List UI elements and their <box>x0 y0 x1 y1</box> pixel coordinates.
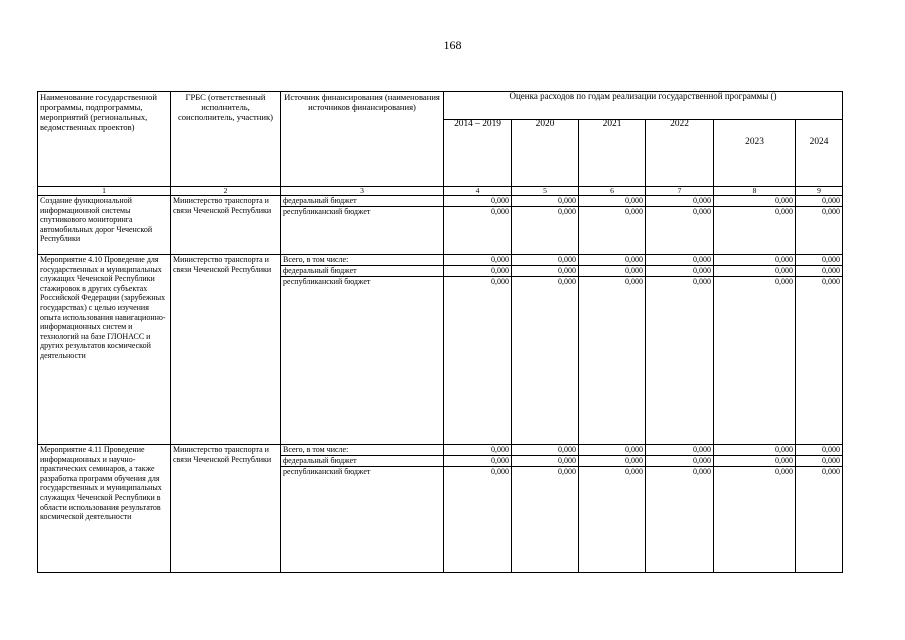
header-year: 2014 – 2019 <box>444 120 512 187</box>
program-item-grbs: Министерство транспорта и связи Чеченской Республики <box>171 255 281 445</box>
header-year: 2021 <box>579 120 646 187</box>
header-program-name: Наименование государственной программы, подпрограммы, мероприятий (региональных, ведомственных проектов) <box>38 92 171 187</box>
value-cell: 0,000 <box>512 467 579 573</box>
value-cell: 0,000 <box>444 207 512 255</box>
value-cell: 0,000 <box>646 255 714 266</box>
value-cell: 0,000 <box>796 255 843 266</box>
value-cell: 0,000 <box>579 277 646 445</box>
value-cell: 0,000 <box>512 277 579 445</box>
funding-source-label: республиканский бюджет <box>281 277 444 445</box>
funding-source-label: республиканский бюджет <box>281 467 444 573</box>
value-cell: 0,000 <box>579 196 646 207</box>
header-year: 2023 <box>714 120 796 187</box>
column-number: 9 <box>796 187 843 196</box>
column-number: 2 <box>171 187 281 196</box>
program-item-grbs: Министерство транспорта и связи Чеченской Республики <box>171 196 281 255</box>
funding-source-label: федеральный бюджет <box>281 196 444 207</box>
value-cell: 0,000 <box>444 196 512 207</box>
column-number-row <box>38 187 843 196</box>
value-cell: 0,000 <box>579 207 646 255</box>
program-item-grbs: Министерство транспорта и связи Чеченской Республики <box>171 445 281 573</box>
value-cell: 0,000 <box>646 456 714 467</box>
value-cell: 0,000 <box>796 207 843 255</box>
value-cell: 0,000 <box>646 277 714 445</box>
value-cell: 0,000 <box>646 196 714 207</box>
value-cell: 0,000 <box>646 467 714 573</box>
value-cell: 0,000 <box>714 207 796 255</box>
value-cell: 0,000 <box>579 467 646 573</box>
header-grbs: ГРБС (ответственный исполнитель, соисполнитель, участник) <box>171 92 281 187</box>
value-cell: 0,000 <box>444 255 512 266</box>
program-item-name: Создание функциональной информационной системы спутникового мониторинга автомобильных дорог Чеченской Республики <box>38 196 171 255</box>
value-cell: 0,000 <box>579 456 646 467</box>
header-year: 2020 <box>512 120 579 187</box>
value-cell: 0,000 <box>646 266 714 277</box>
value-cell: 0,000 <box>796 445 843 456</box>
column-number: 1 <box>38 187 171 196</box>
value-cell: 0,000 <box>512 207 579 255</box>
page-number: 168 <box>443 38 462 52</box>
budget-table <box>37 91 843 573</box>
header-year: 2024 <box>796 120 843 187</box>
header-expense-estimate: Оценка расходов по годам реализации государственной программы () <box>444 92 843 120</box>
value-cell: 0,000 <box>796 196 843 207</box>
value-cell: 0,000 <box>714 456 796 467</box>
funding-source-label: федеральный бюджет <box>281 456 444 467</box>
column-number: 6 <box>579 187 646 196</box>
column-number: 5 <box>512 187 579 196</box>
value-cell: 0,000 <box>512 456 579 467</box>
value-cell: 0,000 <box>512 255 579 266</box>
column-number: 7 <box>646 187 714 196</box>
program-item-name: Мероприятие 4.10 Проведение для государственных и муниципальных служащих Чеченской Республики стажировок в других субъектах Российской Федерации (зарубежных государствах) с целью изучения опыта использования навигационно-информационных систем и технологий на базе ГЛОНАСС и других результатов космической деятельности <box>38 255 171 445</box>
funding-source-label: Всего, в том числе: <box>281 445 444 456</box>
value-cell: 0,000 <box>796 277 843 445</box>
value-cell: 0,000 <box>714 277 796 445</box>
value-cell: 0,000 <box>579 445 646 456</box>
value-cell: 0,000 <box>579 255 646 266</box>
value-cell: 0,000 <box>512 196 579 207</box>
value-cell: 0,000 <box>714 445 796 456</box>
value-cell: 0,000 <box>444 456 512 467</box>
value-cell: 0,000 <box>796 456 843 467</box>
table-row <box>38 196 843 207</box>
value-cell: 0,000 <box>796 266 843 277</box>
value-cell: 0,000 <box>512 266 579 277</box>
column-number: 8 <box>714 187 796 196</box>
value-cell: 0,000 <box>444 445 512 456</box>
table-row <box>38 255 843 266</box>
value-cell: 0,000 <box>444 277 512 445</box>
header-funding-source: Источник финансирования (наименования источников финансирования) <box>281 92 444 187</box>
value-cell: 0,000 <box>714 196 796 207</box>
value-cell: 0,000 <box>714 467 796 573</box>
value-cell: 0,000 <box>444 266 512 277</box>
column-number: 3 <box>281 187 444 196</box>
funding-source-label: республиканский бюджет <box>281 207 444 255</box>
column-number: 4 <box>444 187 512 196</box>
value-cell: 0,000 <box>646 445 714 456</box>
value-cell: 0,000 <box>714 266 796 277</box>
program-item-name: Мероприятие 4.11 Проведение информационных и научно-практических семинаров, а также разработка программ обучения для государственных и муниципальных служащих Чеченской Республики в области использования результатов космической деятельности <box>38 445 171 573</box>
value-cell: 0,000 <box>579 266 646 277</box>
value-cell: 0,000 <box>796 467 843 573</box>
funding-source-label: Всего, в том числе: <box>281 255 444 266</box>
table-row <box>38 445 843 456</box>
header-year: 2022 <box>646 120 714 187</box>
funding-source-label: федеральный бюджет <box>281 266 444 277</box>
value-cell: 0,000 <box>646 207 714 255</box>
value-cell: 0,000 <box>714 255 796 266</box>
value-cell: 0,000 <box>444 467 512 573</box>
value-cell: 0,000 <box>512 445 579 456</box>
